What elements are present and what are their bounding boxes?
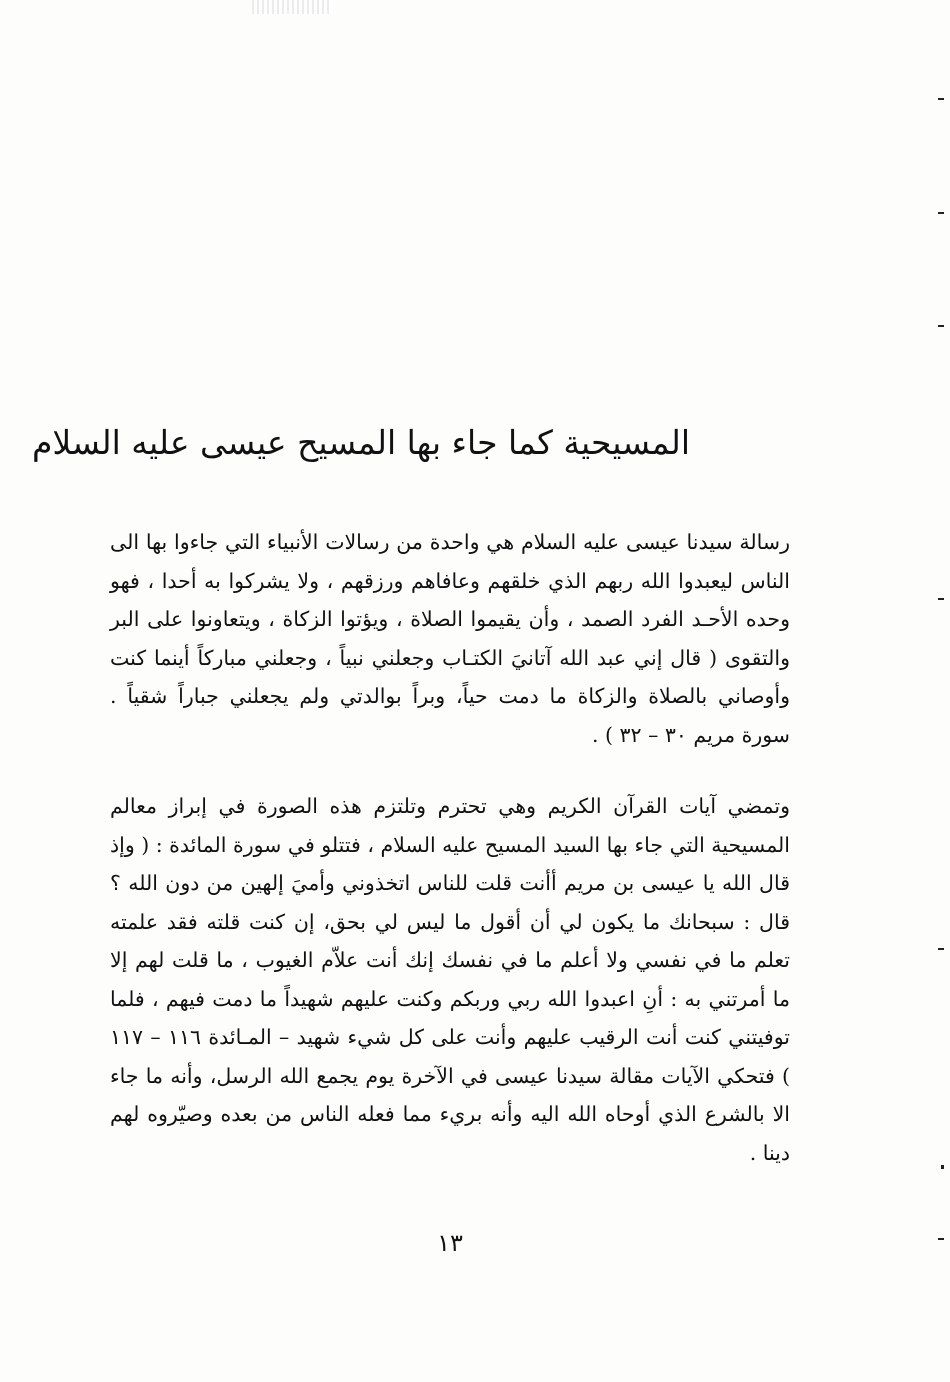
- body-paragraph: وتمضي آيات القرآن الكريم وهي تحترم وتلتزم هذه الصورة في إبراز معالم المسيحية التي جاء بها السيد المسيح عليه السلام ، فتتلو في سورة المائدة : ( وإذ قال الله يا عيسى بن مريم أأنت قلت للناس اتخذوني وأميَ إلهين من دون الله ؟ قال : سبحانك ما يكون لي أن أقول ما ليس لي بحق، إن كنت قلته فقد علمته تعلم ما في نفسي ولا أعلم ما في نفسك إنك أنت علاّم الغيوب ، ما قلت لهم إلا ما أمرتني به : أنِ اعبدوا الله ربي وربكم وكنت عليهم شهيداً ما دمت فيهم ، فلما توفيتني كنت أنت الرقيب عليهم وأنت على كل شيء شهيد – المـائدة ١١٦ – ١١٧ ) فتحكي الآيات مقالة سيدنا عيسى في الآخرة يوم يجمع الله الرسل، وأنه ما جاء الا بالشرع الذي أوحاه الله اليه وأنه بريء مما فعله الناس من بعده وصيّروه لهم دينا .: [110, 794, 790, 1165]
- margin-mark: [938, 598, 944, 600]
- margin-mark: [938, 325, 944, 327]
- scan-artifact: [252, 0, 332, 14]
- margin-mark: [938, 948, 944, 950]
- margin-mark: [938, 1238, 944, 1240]
- margin-mark: [941, 1165, 944, 1169]
- body-paragraph: رسالة سيدنا عيسى عليه السلام هي واحدة من رسالات الأنبياء التي جاءوا بها الى الناس ليعبدوا الله ربهم الذي خلقهم وعافاهم ورزقهم ، ولا يشركوا به أحدا ، فهو وحده الأحـد الفرد الصمد ، وأن يقيموا الصلاة ، ويؤتوا الزكاة ، ويتعاونوا على البر والتقوى ( قال إني عبد الله آتانيَ الكتـاب وجعلني نبياً ، وجعلني مباركاً أينما كنت وأوصاني بالصلاة والزكاة ما دمت حياً، وبراً بوالدتي ولم يجعلني جباراً شقياً . سورة مريم ٣٠ – ٣٢ ) .: [110, 530, 790, 747]
- margin-mark: [938, 212, 944, 214]
- margin-mark: [938, 98, 944, 100]
- page-title: المسيحية كما جاء بها المسيح عيسى عليه السلام: [32, 423, 690, 462]
- page-number: ١٣: [437, 1229, 463, 1257]
